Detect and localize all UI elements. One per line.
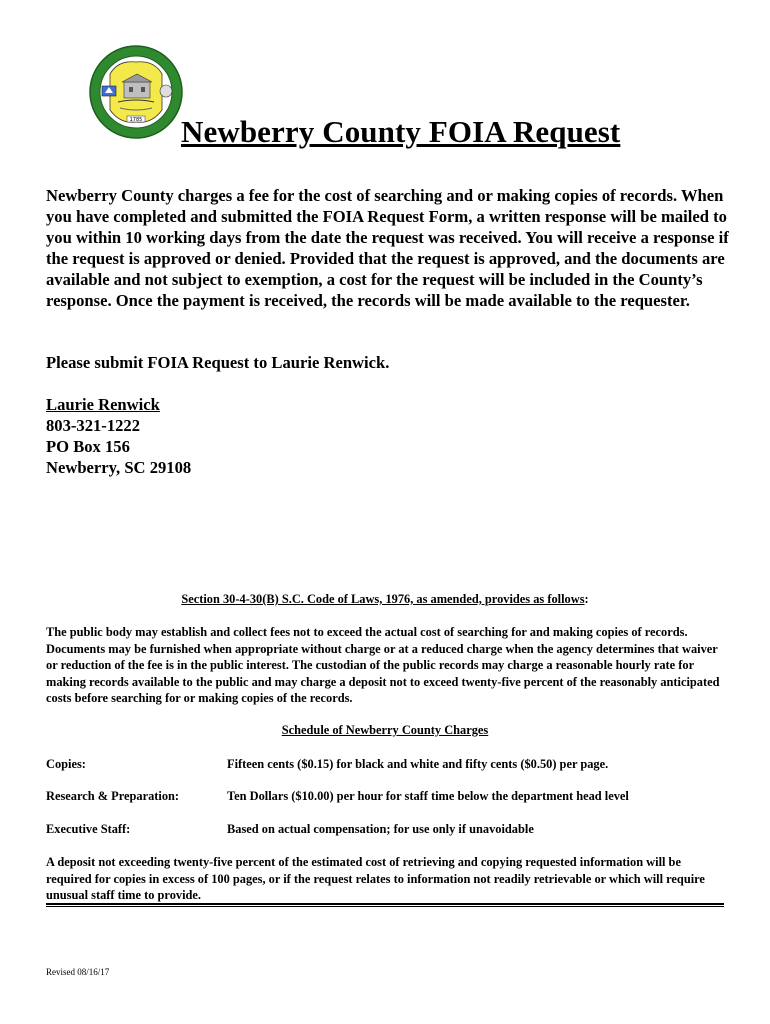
schedule-title: Schedule of Newberry County Charges <box>281 723 489 737</box>
contact-phone: 803-321-1222 <box>46 416 141 435</box>
intro-paragraph: Newberry County charges a fee for the cost of searching and or making copies of records. When you have completed and submitted the FOIA Request Form, a written response will be mailed to you within 10 working days from the date the request was received. You will receive a response if the request is approved or denied. Provided that the request is approved, and the documents are available and not subject to exemption, a cost for the request will be included in the County’s response. Once the payment is received, the records will be made available to the requester. <box>46 186 729 310</box>
revision-date: Revised 08/16/17 <box>46 967 110 977</box>
fee-label: Executive Staff: <box>46 822 131 836</box>
deposit-paragraph: A deposit not exceeding twenty-five percent of the estimated cost of retrieving and copying requested information will be required for copies in excess of 100 pages, or if the request relates to information not readily retrievable or which will require unusual staff time to provide. <box>46 855 705 903</box>
fee-label: Research & Preparation: <box>46 789 180 803</box>
submit-instruction: Please submit FOIA Request to Laurie Renwick. <box>46 353 390 372</box>
law-text: The public body may establish and collect fees not to exceed the actual cost of searching for and making copies of records. Documents may be furnished when appropriate without charge or at a reduced charge when the agency determines that waiver or reduction of the fee is in the public interest. The custodian of the public records may charge a reasonable hourly rate for making records available to the public and may charge a deposit not to exceed twenty-five percent of the reasonably anticipated costs before searching for or making copies of the records. <box>46 625 720 706</box>
svg-text:1785: 1785 <box>129 117 143 123</box>
fee-label: Copies: <box>46 757 86 771</box>
double-rule-divider <box>46 903 724 907</box>
contact-po-box: PO Box 156 <box>46 437 130 456</box>
fee-value: Based on actual compensation; for use only if unavoidable <box>227 822 534 836</box>
fee-value: Ten Dollars ($10.00) per hour for staff time below the department head level <box>227 789 629 803</box>
law-section-heading <box>0 592 770 607</box>
law-heading-text: Section 30-4-30(B) S.C. Code of Laws, 1976, as amended, provides as follows <box>181 592 585 606</box>
law-heading-colon: : <box>584 592 589 606</box>
fee-value: Fifteen cents ($0.15) for black and white and fifty cents ($0.50) per page. <box>227 757 609 771</box>
page-title: Newberry County FOIA Request <box>181 114 621 149</box>
contact-city: Newberry, SC 29108 <box>46 458 192 477</box>
county-seal-image <box>88 44 184 140</box>
contact-block <box>46 394 191 478</box>
contact-name: Laurie Renwick <box>46 395 160 414</box>
